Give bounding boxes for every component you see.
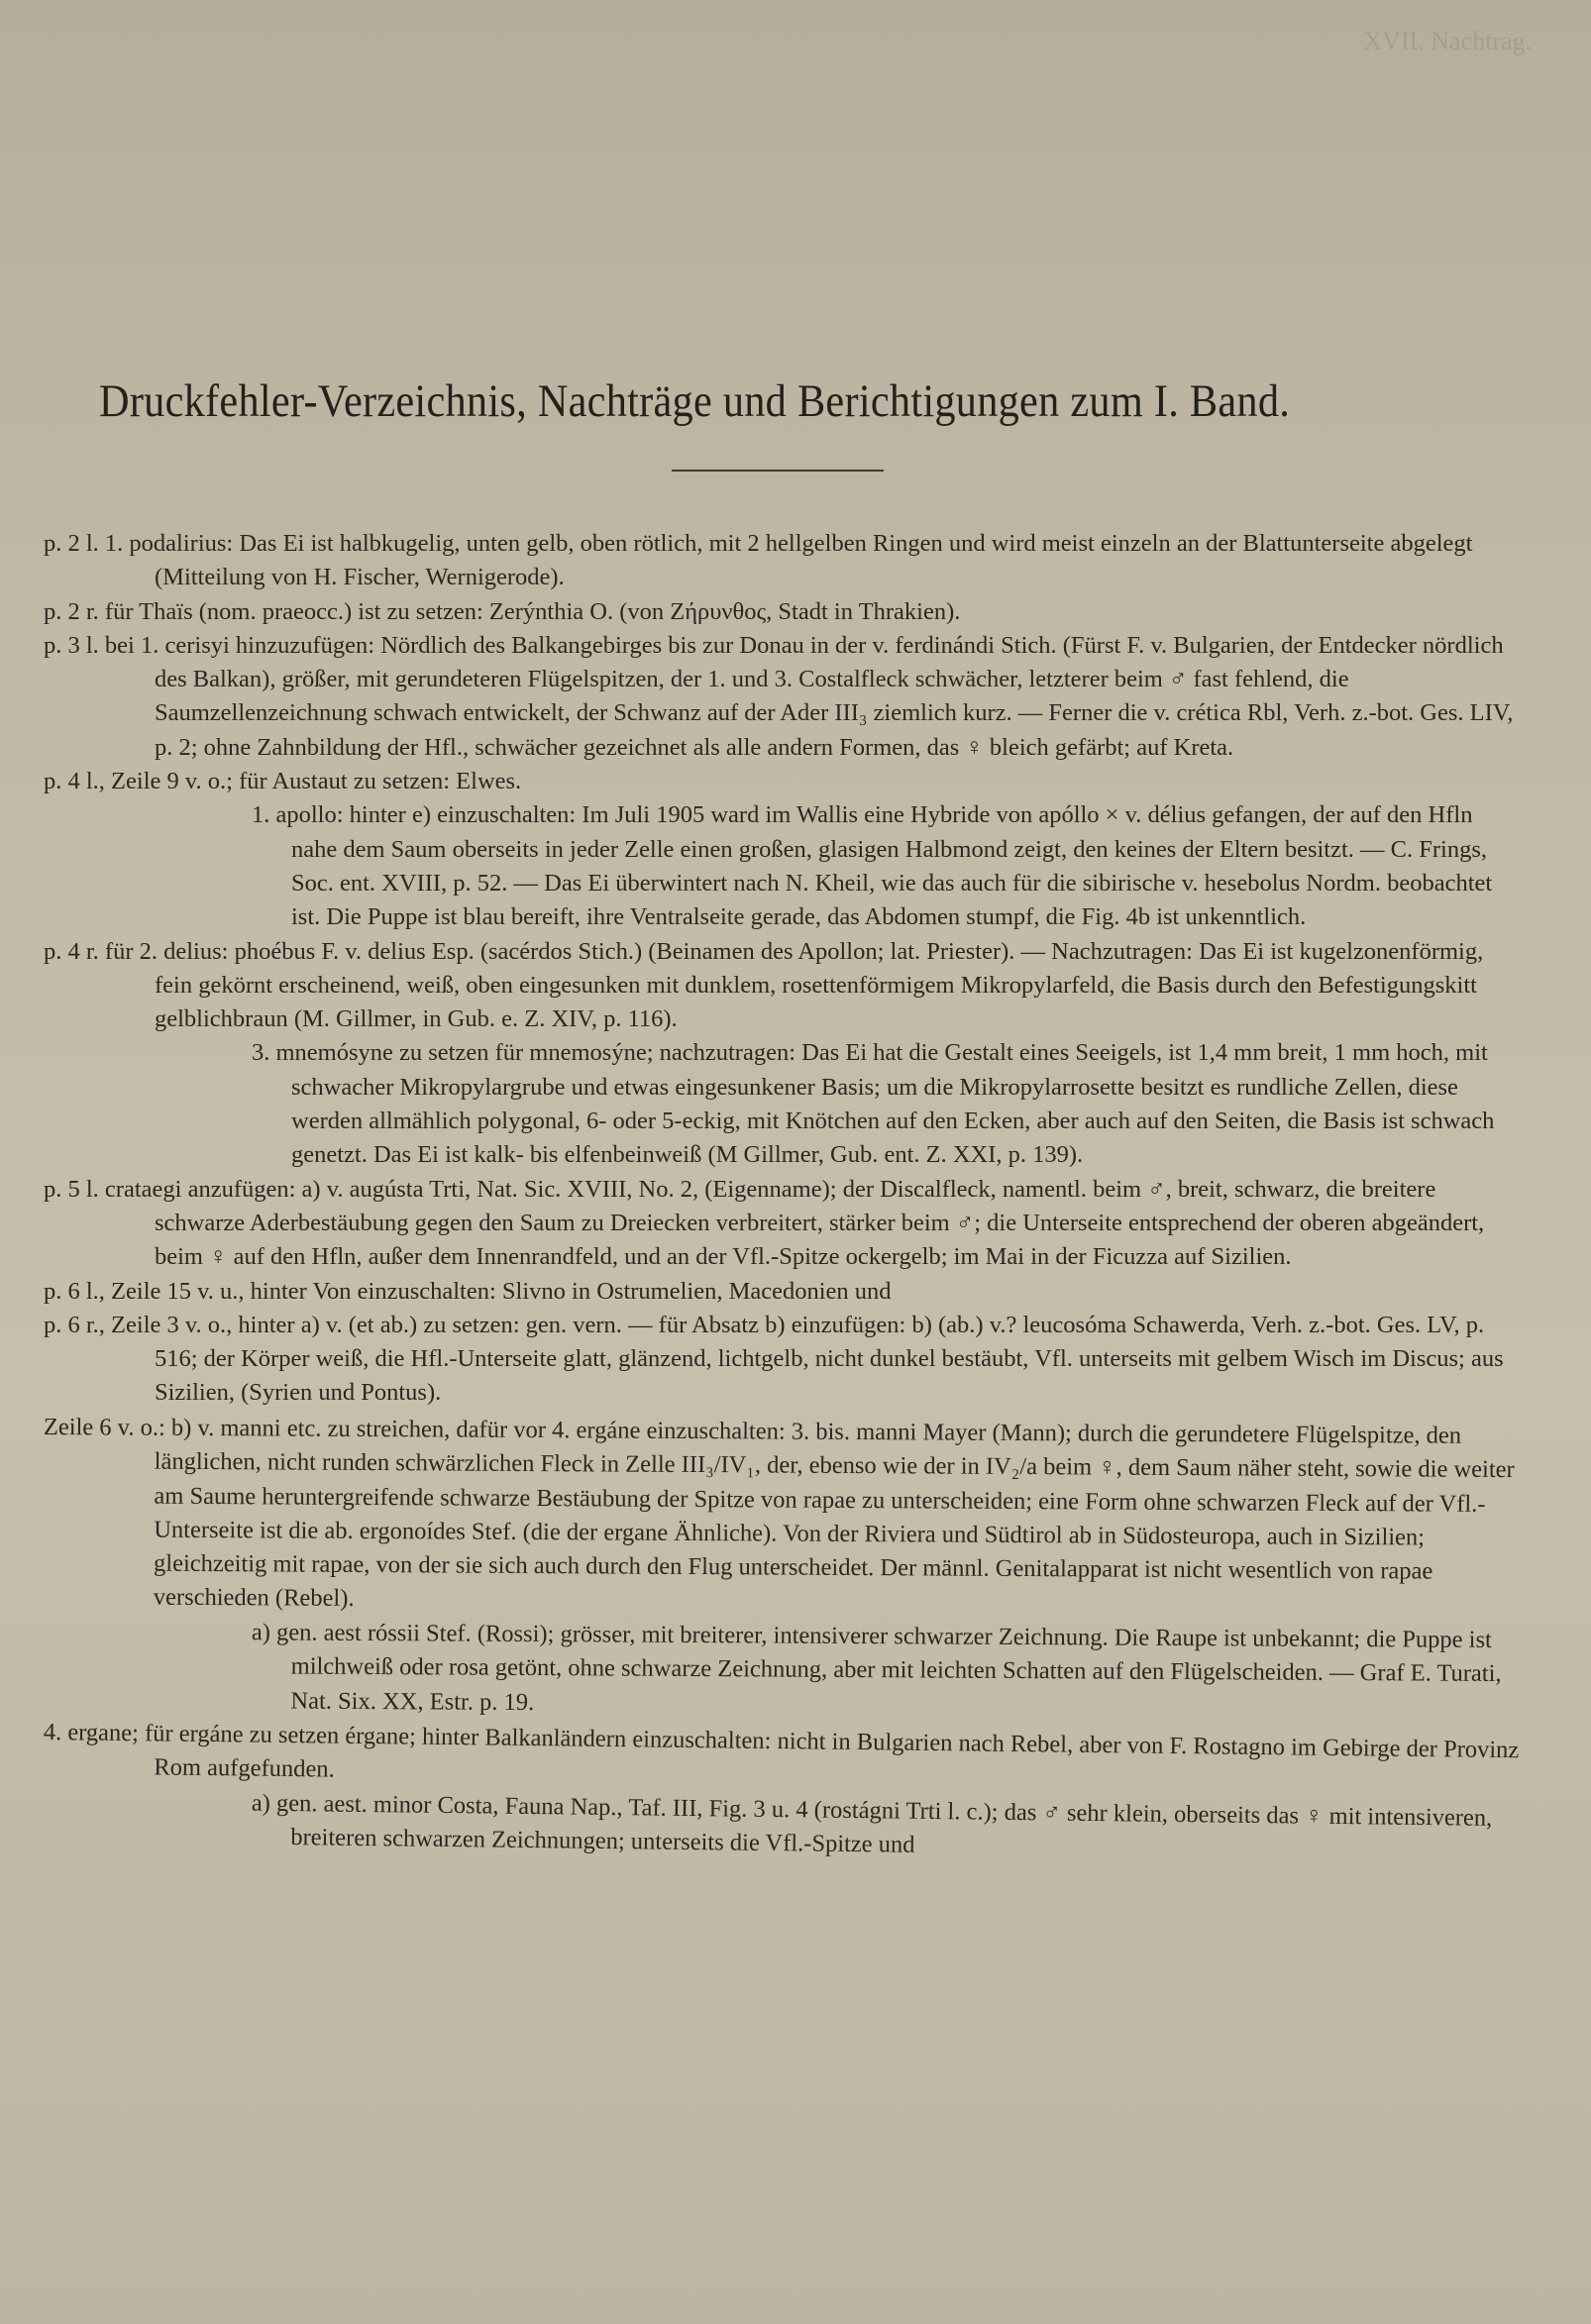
- entry-rossii: a) gen. aest róssii Stef. (Rossi); grösser, mit breiterer, intensiverer schwarzer Zeichnung. Die Raupe ist unbekannt; die Puppe ist milchweiß oder rosa getönt, ohne schwarze Zeichnung, aber mit leichten Schatten auf den Flügelscheiden. — Graf E. Turati, Nat. Six. XX, Estr. p. 19.: [251, 1618, 1502, 1716]
- entry-apollo: 1. apollo: hinter e) einzuschalten: Im Juli 1905 ward im Wallis eine Hybride von apóllo × v. délius gefangen, der auf den Hfln nahe dem Saum oberseits in jeder Zelle einen großen, glasigen Halbmond zeigt, den keines der Eltern besitzt. — C. Frings, Soc. ent. XVIII, p. 52. — Das Ei überwintert nach N. Kheil, wie das auch für die sibirische v. hesebolus Nordm. beobachtet ist. Die Puppe ist blau bereift, ihre Ventralseite gerade, das Abdomen stumpf, die Fig. 4b ist unkenntlich.: [252, 801, 1493, 931]
- page-title: Druckfehler-Verzeichnis, Nachträge und Berichtigungen zum I. Band.: [99, 375, 1291, 427]
- entry-p4r-delius: p. 4 r. für 2. delius: phoébus F. v. delius Esp. (sacérdos Stich.) (Beinamen des Apollon; lat. Priester). — Nachzutragen: Das Ei ist kugelzonenförmig, fein gekörnt erscheinend, weiß, oben eingesunken mit dunklem, rosettenförmigem Mikropylarfeld, die Basis durch den Befestigungskitt gelblichbraun (M. Gillmer, in Gub. e. Z. XIV, p. 116).: [44, 937, 1484, 1033]
- entry-mnemosyne: 3. mnemósyne zu setzen für mnemosýne; nachzutragen: Das Ei hat die Gestalt eines Seeigels, ist 1,4 mm breit, 1 mm hoch, mit schwacher Mikropylargrube und etwas eingesunkener Basis; um die Mikropylarrosette besitzt es rundliche Zellen, diese werden allmählich polygonal, 6- oder 5-eckig, mit Knötchen auf den Ecken, aber auch auf den Seiten, die Basis ist schwach genetzt. Das Ei ist kalk- bis elfenbeinweiß (M Gillmer, Gub. ent. Z. XXI, p. 139).: [252, 1039, 1495, 1169]
- entry-p2r-zerynthia: p. 2 r. für Thaïs (nom. praeocc.) ist zu setzen: Zerýnthia O. (von Ζήρυνθος, Stadt in Thrakien).: [44, 597, 961, 625]
- entries-list: [43, 527, 1524, 1859]
- entry-minor: a) gen. aest. minor Costa, Fauna Nap., Taf. III, Fig. 3 u. 4 (rostágni Trti l. c.); das ♂ sehr klein, oberseits das ♀ mit intensiveren, breiteren schwarzen Zeichnungen; unterseits die Vfl.-Spitze und: [251, 1789, 1493, 1859]
- title-rule: [672, 470, 884, 472]
- entry-p6r-leucosoma: p. 6 r., Zeile 3 v. o., hinter a) v. (et ab.) zu setzen: gen. vern. — für Absatz b) einzufügen: b) (ab.) v.? leucosóma Schawerda, Verh. z.-bot. Ges. LV, p. 516; der Körper weiß, die Hfl.-Unterseite glatt, glänzend, lichtgelb, nicht dunkel bestäubt, Vfl. unterseits mit gelbem Wisch im Discus; aus Sizilien, (Syrien und Pontus).: [44, 1311, 1504, 1407]
- entry-manni: Zeile 6 v. o.: b) v. manni etc. zu streichen, dafür vor 4. ergáne einzuschalten: 3. bis. manni Mayer (Mann); durch die gerundetere Flügelspitze, den länglichen, nicht runden schwärzlichen Fleck in Zelle III₃/IV₁, der, ebenso wie der in IV₂/a beim ♀, dem Saum näher steht, sowie die weiter am Saume heruntergreifende schwarze Bestäubung der Spitze von rapae zu unterscheiden; eine Form ohne schwarzen Fleck auf der Vfl.-Unterseite ist die ab. ergonoídes Stef. (die der ergane Ähnliche). Von der Riviera und Südtirol ab in Südosteuropa, auch in Sizilien; gleichzeitig mit rapae, von der sie sich auch durch den Flug unterscheidet. Der männl. Genitalapparat ist nicht wesentlich von rapae verschieden (Rebel).: [43, 1413, 1515, 1613]
- entry-p6l-slivno: p. 6 l., Zeile 15 v. u., hinter Von einzuschalten: Slivno in Ostrumelien, Macedonien und: [44, 1277, 892, 1305]
- bleed-through-header: XVII. Nachtrag.: [1363, 27, 1532, 55]
- entry-p2l-podalirius: p. 2 l. 1. podalirius: Das Ei ist halbkugelig, unten gelb, oben rötlich, mit 2 hellgelben Ringen und wird meist einzeln an der Blattunterseite abgelegt (Mitteilung von H. Fischer, Wernigerode).: [44, 530, 1473, 591]
- entry-p3l-cerisyi: p. 3 l. bei 1. cerisyi hinzuzufügen: Nördlich des Balkangebirges bis zur Donau in der v. ferdinándi Stich. (Fürst F. v. Bulgarien, der Entdecker nördlich des Balkan), größer, mit gerundeteren Flügelspitzen, der 1. und 3. Costalfleck schwächer, letzterer beim ♂ fast fehlend, die Saumzellenzeichnung schwach entwickelt, der Schwanz auf der Ader III₃ ziemlich kurz. — Ferner die v. crética Rbl, Verh. z.-bot. Ges. LIV, p. 2; ohne Zahnbildung der Hfl., schwächer gezeichnet als alle andern Formen, das ♀ bleich gefärbt; auf Kreta.: [44, 631, 1514, 761]
- entry-p4l-austaut: p. 4 l., Zeile 9 v. o.; für Austaut zu setzen: Elwes.: [44, 768, 522, 795]
- bleed-through-text: [0, 0, 1591, 327]
- entry-ergane: 4. ergane; für ergáne zu setzen érgane; hinter Balkanländern einzuschalten: nicht in Bulgarien nach Rebel, aber von F. Rostagno im Gebirge der Provinz Rom aufgefunden.: [43, 1719, 1520, 1784]
- entry-p5l-crataegi: p. 5 l. crataegi anzufügen: a) v. augústa Trti, Nat. Sic. XVIII, No. 2, (Eigenname); der Discalfleck, namentl. beim ♂, breit, schwarz, die breitere schwarze Aderbestäubung gegen den Saum zu Dreiecken verbreitert, stärker beim ♂; die Unterseite entsprechend der oberen abgeändert, beim ♀ auf den Hfln, außer dem Innenrandfeld, und an der Vfl.-Spitze ockergelb; im Mai in der Ficuzza auf Sizilien.: [44, 1175, 1485, 1271]
